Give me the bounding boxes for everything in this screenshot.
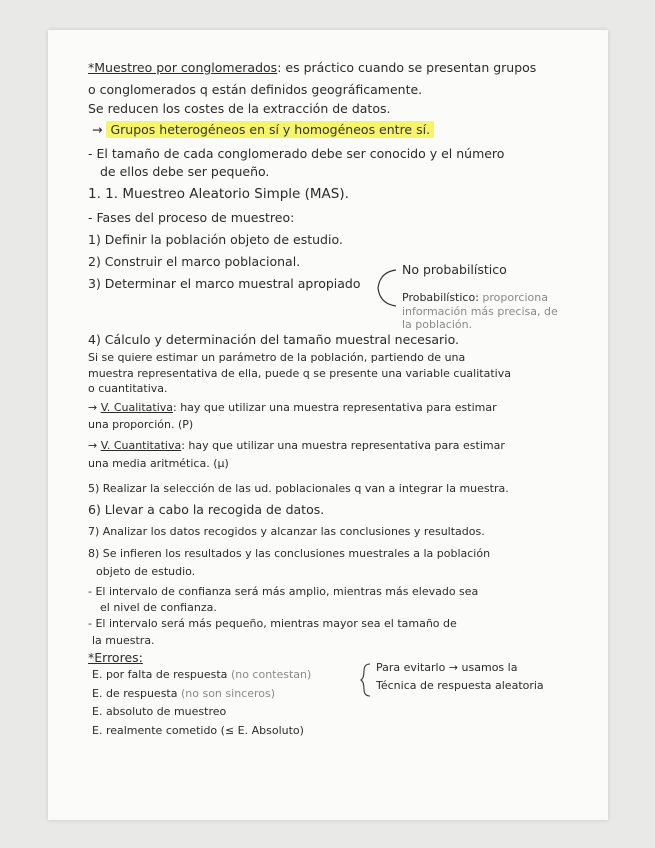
error-note: (no son sinceros) bbox=[180, 687, 276, 700]
option-label: Probabilístico: bbox=[402, 291, 479, 304]
step-2: 2) Construir el marco poblacional. bbox=[88, 254, 301, 269]
step-1: 1) Definir la población objeto de estudio. bbox=[88, 232, 343, 247]
step-4: 4) Cálculo y determinación del tamaño muestral necesario. bbox=[88, 332, 460, 347]
error-name: E. por falta de respuesta bbox=[92, 668, 228, 681]
branch-brace-icon bbox=[370, 268, 400, 308]
text-line: una proporción. (P) bbox=[88, 418, 194, 431]
error-note: (≤ E. Absoluto) bbox=[220, 724, 304, 737]
option-note-line: información más precisa, de bbox=[402, 305, 558, 318]
text-line: una media aritmética. (μ) bbox=[88, 457, 229, 470]
text-line: la muestra. bbox=[92, 634, 155, 647]
option-probabilistico bbox=[402, 292, 548, 303]
cuantitativa-line bbox=[88, 440, 505, 451]
brace-note: Técnica de respuesta aleatoria bbox=[376, 679, 544, 692]
brace-note: Para evitarlo → usamos la bbox=[376, 661, 518, 674]
step-7: 7) Analizar los datos recogidos y alcanzar las conclusiones y resultados. bbox=[88, 525, 485, 538]
text-line: de ellos debe ser pequeño. bbox=[100, 164, 270, 179]
error-line bbox=[92, 688, 275, 699]
option-note-line: la población. bbox=[402, 318, 473, 331]
text-line: Se reducen los costes de la extracción de datos. bbox=[88, 101, 391, 116]
cuantitativa-text: : hay que utilizar una muestra representativa para estimar bbox=[181, 439, 505, 452]
errors-title bbox=[88, 652, 143, 665]
section-title-conglomerados: *Muestreo por conglomerados bbox=[88, 60, 278, 75]
text-line: - El intervalo será más pequeño, mientras mayor sea el tamaño de bbox=[88, 617, 457, 630]
definition-text: : es práctico cuando se presentan grupos bbox=[277, 60, 537, 75]
text-line: o cuantitativa. bbox=[88, 382, 168, 395]
arrow-icon: → bbox=[88, 401, 98, 414]
intro-line bbox=[88, 62, 536, 75]
text-line: o conglomerados q están definidos geográficamente. bbox=[88, 82, 423, 97]
curly-brace-icon bbox=[360, 662, 374, 698]
text-line: - Fases del proceso de muestreo: bbox=[88, 210, 295, 225]
highlighted-text: Grupos heterogéneos en sí y homogéneos entre sí. bbox=[106, 121, 434, 138]
error-name: E. realmente cometido bbox=[92, 724, 218, 737]
text-line: - El intervalo de confianza será más amplio, mientras más elevado sea bbox=[88, 585, 479, 598]
error-line: E. absoluto de muestreo bbox=[92, 705, 227, 718]
error-line bbox=[92, 669, 311, 680]
error-name: E. de respuesta bbox=[92, 687, 178, 700]
step-6: 6) Llevar a cabo la recogida de datos. bbox=[88, 502, 325, 517]
error-note: (no contestan) bbox=[230, 668, 312, 681]
cualitativa-line bbox=[88, 402, 497, 413]
text-line: - El tamaño de cada conglomerado debe ser conocido y el número bbox=[88, 146, 505, 161]
text-line: muestra representativa de ella, puede q se presente una variable cualitativa bbox=[88, 367, 511, 380]
cualitativa-label: V. Cualitativa bbox=[100, 401, 173, 414]
step-3: 3) Determinar el marco muestral apropiado bbox=[88, 276, 361, 291]
text-line: Si se quiere estimar un parámetro de la población, partiendo de una bbox=[88, 351, 466, 364]
text-line: objeto de estudio. bbox=[96, 565, 196, 578]
arrow-icon: → bbox=[88, 439, 98, 452]
step-8: 8) Se infieren los resultados y las conclusiones muestrales a la población bbox=[88, 547, 491, 560]
option-no-probabilistico: No probabilístico bbox=[402, 262, 507, 277]
cualitativa-text: : hay que utilizar una muestra representativa para estimar bbox=[173, 401, 497, 414]
arrow-icon: → bbox=[92, 122, 103, 137]
option-note: proporciona bbox=[482, 291, 548, 304]
step-5: 5) Realizar la selección de las ud. poblacionales q van a integrar la muestra. bbox=[88, 482, 509, 495]
text-line: el nivel de confianza. bbox=[100, 601, 217, 614]
cuantitativa-label: V. Cuantitativa bbox=[100, 439, 182, 452]
error-line bbox=[92, 725, 304, 736]
subsection-title: 1. 1. Muestreo Aleatorio Simple (MAS). bbox=[88, 186, 349, 202]
errors-label: *Errores: bbox=[88, 650, 143, 665]
highlight-line bbox=[92, 124, 434, 137]
